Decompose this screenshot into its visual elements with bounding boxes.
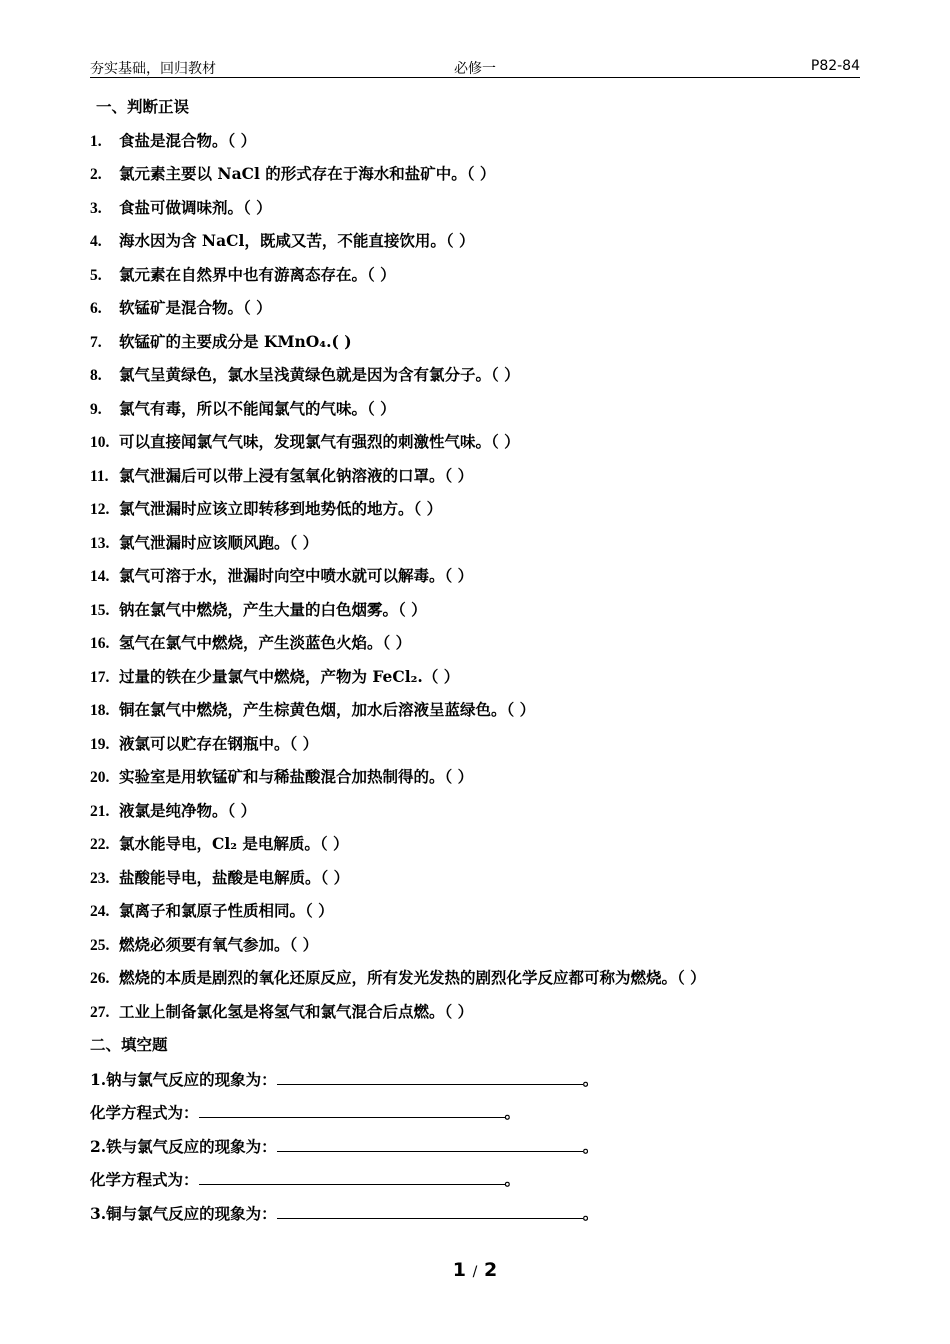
- question-text: 氯气泄漏后可以带上浸有氢氧化钠溶液的口罩。（ ）: [119, 465, 474, 485]
- page-header: [90, 57, 860, 78]
- question-item: [90, 163, 870, 197]
- question-item: [90, 230, 870, 264]
- question-item: [90, 666, 870, 700]
- question-text: 氯元素在自然界中也有游离态存在。（ ）: [119, 264, 396, 284]
- question-number: 4.: [90, 233, 102, 250]
- header-left: 夯实基础，回归教材: [90, 61, 216, 77]
- question-item: [90, 599, 870, 633]
- question-item: [90, 900, 870, 934]
- fill-label: 3.铜与氯气反应的现象为：: [90, 1203, 277, 1223]
- question-number: 23.: [90, 869, 110, 887]
- question-text: 铜在氯气中燃烧，产生棕黄色烟，加水后溶液呈蓝绿色。（ ）: [119, 700, 536, 719]
- question-number: 11.: [90, 467, 109, 485]
- question-text: 软锰矿是混合物。（ ）: [119, 298, 272, 317]
- question-number: 14.: [90, 568, 110, 585]
- section-title-judgement: 一、判断正误: [96, 97, 190, 116]
- question-text: 氯气可溶于水，泄漏时向空中喷水就可以解毒。（ ）: [119, 566, 474, 585]
- question-item: [90, 766, 870, 800]
- question-number: 18.: [90, 702, 110, 719]
- question-item: [90, 197, 870, 231]
- question-item: [90, 800, 870, 834]
- page-separator: /: [472, 1264, 478, 1280]
- fill-item: [90, 1101, 870, 1135]
- question-number: 6.: [90, 300, 102, 317]
- fill-list: [90, 1068, 870, 1236]
- fill-end: 。: [582, 1069, 599, 1089]
- question-item: [90, 532, 870, 566]
- page-current: 1: [452, 1259, 467, 1281]
- question-item: [90, 1001, 870, 1035]
- question-text: 氯气有毒，所以不能闻氯气的气味。（ ）: [119, 398, 396, 418]
- question-text: 氯气泄漏时应该立即转移到地势低的地方。（ ）: [119, 499, 443, 518]
- answer-blank[interactable]: [199, 1101, 505, 1118]
- answer-blank[interactable]: [277, 1135, 583, 1152]
- fill-end: 。: [582, 1203, 599, 1223]
- question-list: [90, 130, 870, 1035]
- question-item: [90, 364, 870, 398]
- fill-label: 化学方程式为：: [90, 1170, 199, 1189]
- header-center: 必修一: [454, 61, 496, 77]
- question-text: 实验室是用软锰矿和与稀盐酸混合加热制得的。（ ）: [119, 767, 474, 786]
- fill-label: 1.钠与氯气反应的现象为：: [90, 1069, 277, 1089]
- question-text: 氢气在氯气中燃烧，产生淡蓝色火焰。（ ）: [119, 633, 412, 652]
- question-number: 7.: [90, 333, 102, 351]
- question-text: 燃烧的本质是剧烈的氧化还原反应，所有发光发热的剧烈化学反应都可称为燃烧。（ ）: [119, 968, 706, 987]
- question-text: 过量的铁在少量氯气中燃烧，产物为 FeCl₂.（ ）: [119, 666, 460, 686]
- question-number: 3.: [90, 199, 102, 217]
- question-number: 8.: [90, 367, 102, 384]
- question-number: 24.: [90, 903, 110, 920]
- question-text: 食盐可做调味剂。（ ）: [119, 197, 272, 217]
- question-text: 氯气泄漏时应该顺风跑。（ ）: [119, 532, 319, 552]
- question-item: [90, 733, 870, 767]
- question-text: 氯元素主要以 NaCl 的形式存在于海水和盐矿中。（ ）: [119, 164, 496, 183]
- question-item: [90, 465, 870, 499]
- question-item: [90, 867, 870, 901]
- question-number: 17.: [90, 668, 110, 686]
- question-item: [90, 297, 870, 331]
- question-text: 燃烧必须要有氧气参加。（ ）: [119, 934, 319, 954]
- question-number: 27.: [90, 1003, 110, 1021]
- section-title-fill: 二、填空题: [90, 1035, 168, 1054]
- fill-label: 2.铁与氯气反应的现象为：: [90, 1136, 277, 1156]
- fill-label: 化学方程式为：: [90, 1103, 199, 1122]
- question-text: 工业上制备氯化氢是将氢气和氯气混合后点燃。（ ）: [119, 1001, 474, 1021]
- fill-end: 。: [504, 1170, 521, 1189]
- question-item: [90, 431, 870, 465]
- fill-end: 。: [582, 1136, 599, 1156]
- question-item: [90, 833, 870, 867]
- question-number: 22.: [90, 836, 110, 853]
- question-text: 海水因为含 NaCl，既咸又苦，不能直接饮用。（ ）: [119, 231, 475, 250]
- question-item: [90, 498, 870, 532]
- question-item: [90, 967, 870, 1001]
- question-number: 9.: [90, 400, 102, 418]
- question-text: 氯离子和氯原子性质相同。（ ）: [119, 901, 334, 920]
- fill-item: [90, 1135, 870, 1169]
- question-number: 15.: [90, 601, 110, 619]
- worksheet-content: [90, 96, 870, 1235]
- fill-item: [90, 1168, 870, 1202]
- page-total: 2: [483, 1259, 498, 1281]
- answer-blank[interactable]: [199, 1168, 505, 1185]
- page-number: [0, 1259, 950, 1281]
- fill-item: [90, 1068, 870, 1102]
- question-number: 5.: [90, 266, 102, 284]
- question-text: 食盐是混合物。（ ）: [119, 130, 257, 150]
- question-item: [90, 398, 870, 432]
- answer-blank[interactable]: [277, 1202, 583, 1219]
- question-item: [90, 699, 870, 733]
- answer-blank[interactable]: [277, 1068, 583, 1085]
- question-text: 氯水能导电，Cl₂ 是电解质。（ ）: [119, 834, 349, 853]
- question-number: 26.: [90, 970, 110, 987]
- question-item: [90, 264, 870, 298]
- question-number: 12.: [90, 501, 110, 518]
- question-number: 2.: [90, 166, 102, 183]
- question-text: 氯气呈黄绿色，氯水呈浅黄绿色就是因为含有氯分子。（ ）: [119, 365, 520, 384]
- question-number: 25.: [90, 936, 110, 954]
- question-number: 1.: [90, 132, 102, 150]
- question-number: 16.: [90, 635, 110, 652]
- question-number: 21.: [90, 802, 110, 820]
- question-number: 10.: [90, 434, 110, 451]
- question-number: 19.: [90, 735, 110, 753]
- question-text: 钠在氯气中燃烧，产生大量的白色烟雾。（ ）: [119, 599, 427, 619]
- question-item: [90, 934, 870, 968]
- question-item: [90, 565, 870, 599]
- question-text: 液氯是纯净物。（ ）: [119, 800, 257, 820]
- question-text: 可以直接闻氯气气味，发现氯气有强烈的刺激性气味。（ ）: [119, 432, 520, 451]
- question-item: [90, 632, 870, 666]
- question-text: 软锰矿的主要成分是 KMnO₄.( ): [119, 331, 352, 351]
- question-text: 盐酸能导电，盐酸是电解质。（ ）: [119, 867, 350, 887]
- header-right: P82-84: [810, 58, 860, 74]
- question-number: 13.: [90, 534, 110, 552]
- question-number: 20.: [90, 769, 110, 786]
- question-item: [90, 331, 870, 365]
- fill-item: [90, 1202, 870, 1236]
- question-item: [90, 130, 870, 164]
- question-text: 液氯可以贮存在钢瓶中。（ ）: [119, 733, 319, 753]
- fill-end: 。: [504, 1103, 521, 1122]
